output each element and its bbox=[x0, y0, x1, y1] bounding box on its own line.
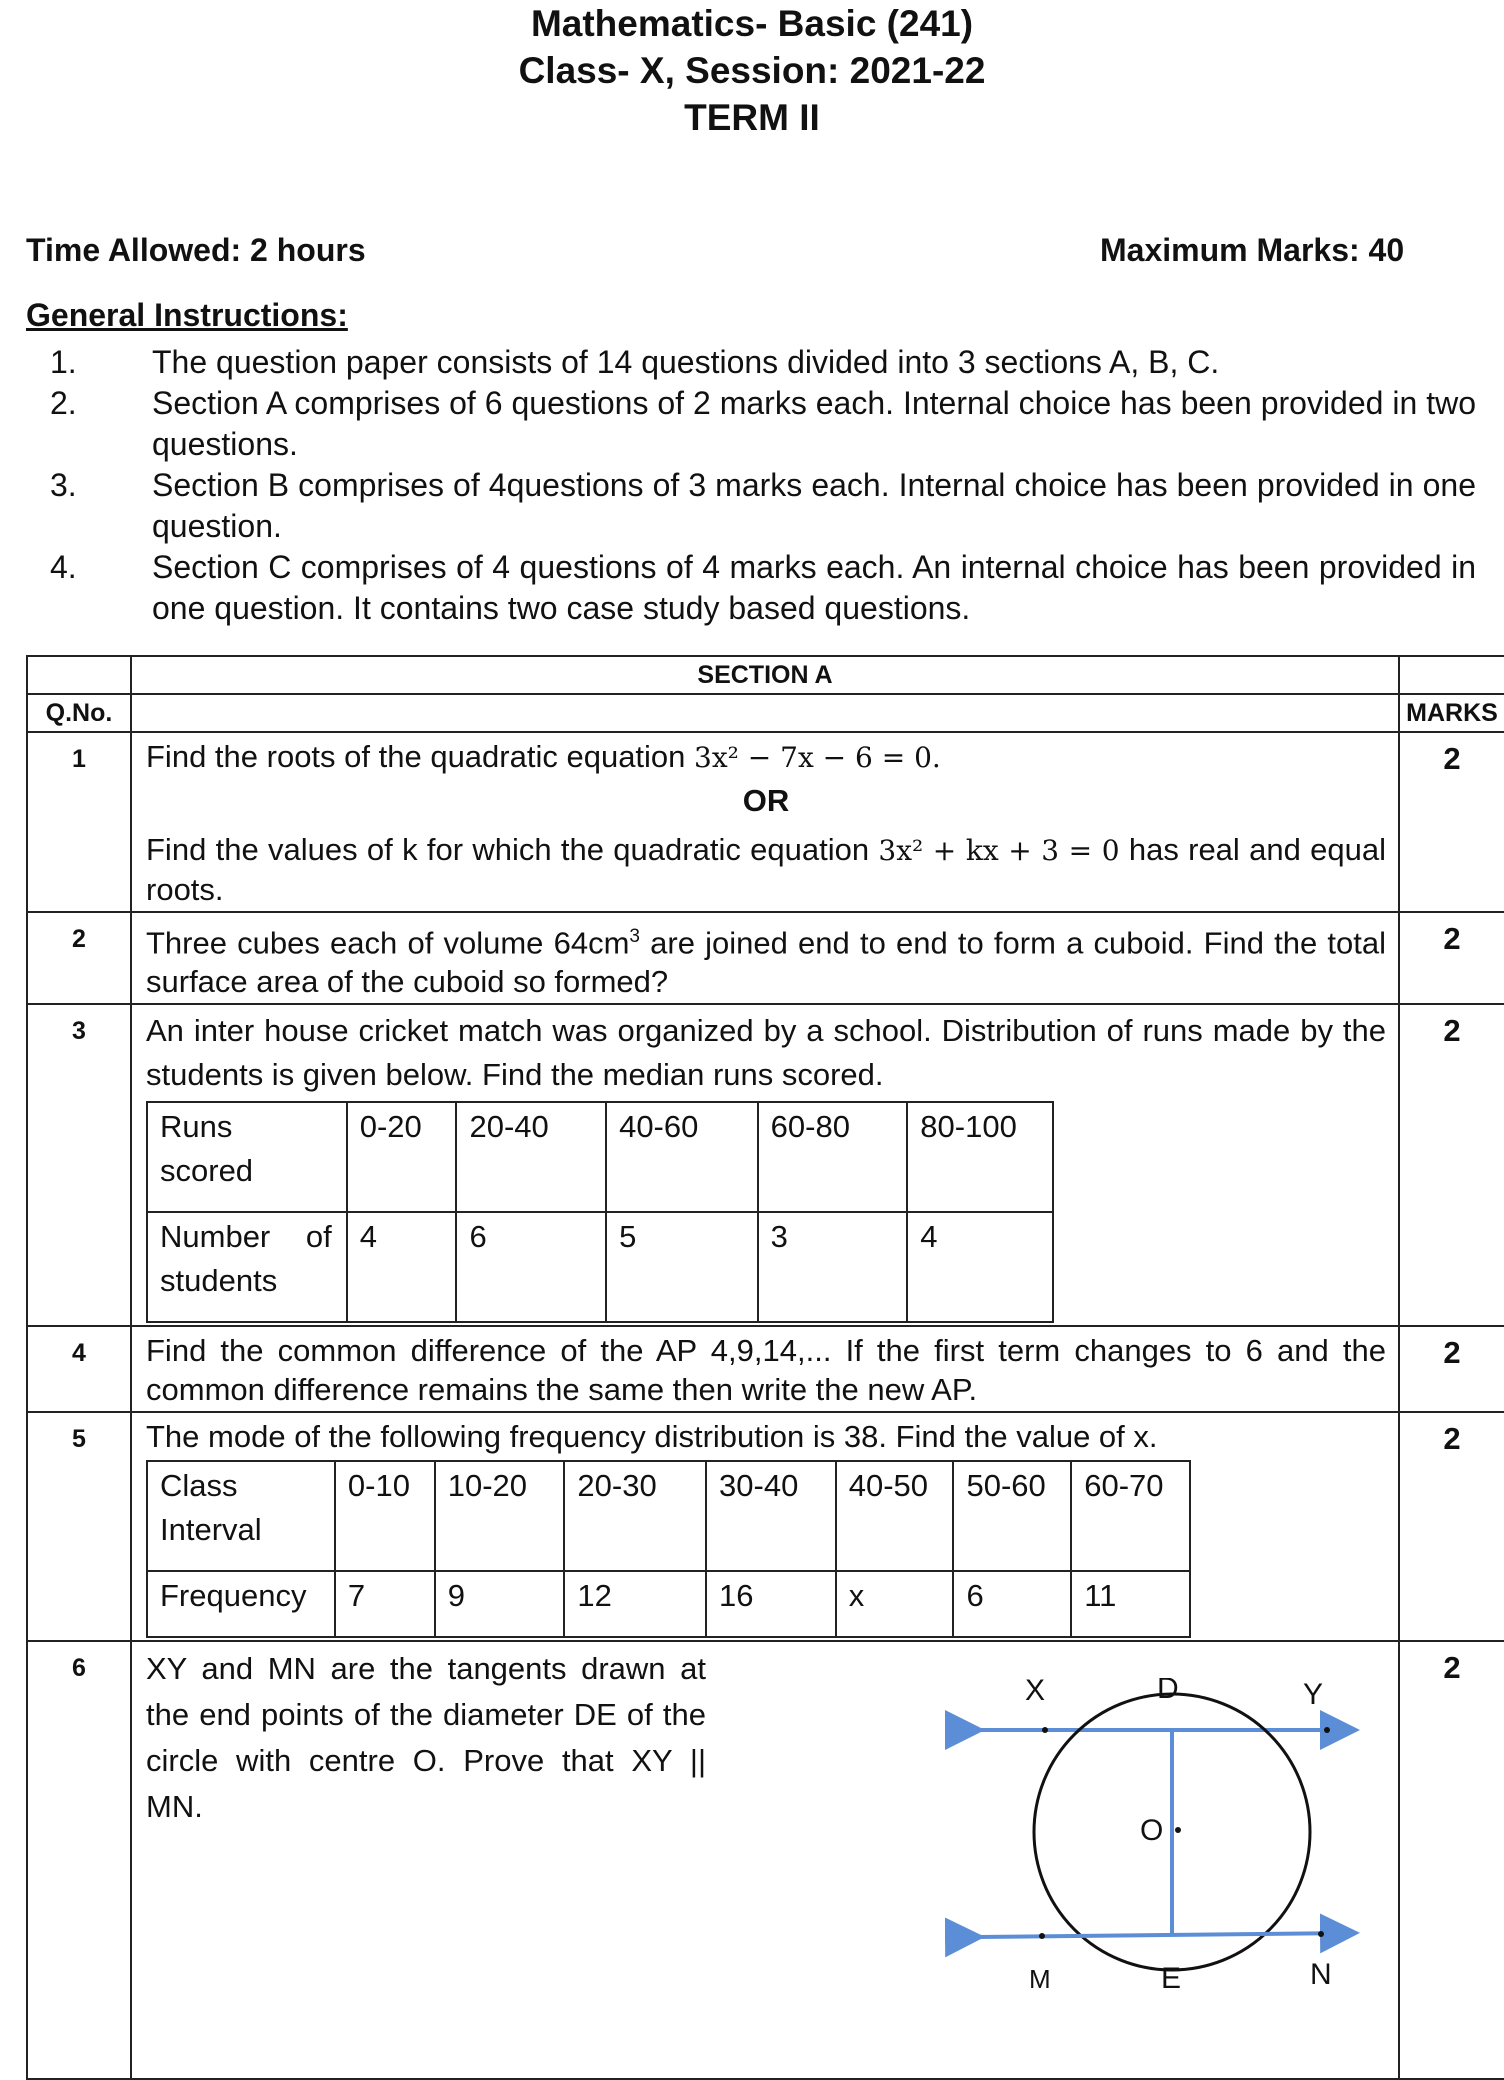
table-cell: 6 bbox=[953, 1571, 1071, 1637]
question-number: 6 bbox=[27, 1641, 131, 2079]
row-label: Number of students bbox=[147, 1212, 347, 1322]
question-number: 5 bbox=[27, 1412, 131, 1641]
question-row bbox=[27, 1004, 1504, 1326]
label-o: O bbox=[1140, 1814, 1164, 1848]
instruction-item: 4. Section C comprises of 4 questions of 4 marks each. An internal choice has been provided in one question. It contains two case study based questions. bbox=[50, 549, 1476, 626]
table-cell: 50-60 bbox=[953, 1461, 1071, 1571]
center-o bbox=[1175, 1827, 1181, 1833]
instruction-item: 1. The question paper consists of 14 questions divided into 3 sections A, B, C. bbox=[50, 344, 1220, 380]
question-row bbox=[27, 1412, 1504, 1641]
row-label: Class Interval bbox=[147, 1461, 335, 1571]
table-cell: 40-60 bbox=[606, 1102, 758, 1212]
marks-header: MARKS bbox=[1399, 694, 1504, 732]
question-marks: 2 bbox=[1399, 1412, 1504, 1641]
frequency-table bbox=[146, 1460, 1191, 1638]
section-title: SECTION A bbox=[131, 656, 1399, 694]
table-cell: 10-20 bbox=[435, 1461, 565, 1571]
table-cell: 40-50 bbox=[836, 1461, 954, 1571]
question-marks: 2 bbox=[1399, 1641, 1504, 2079]
table-cell: 0-20 bbox=[347, 1102, 457, 1212]
question-row bbox=[27, 732, 1504, 912]
table-cell: 4 bbox=[347, 1212, 457, 1322]
runs-table bbox=[146, 1101, 1054, 1323]
question-marks: 2 bbox=[1399, 1326, 1504, 1412]
label-e: E bbox=[1161, 1962, 1182, 1996]
question-marks: 2 bbox=[1399, 912, 1504, 1004]
time-allowed: Time Allowed: 2 hours bbox=[26, 232, 366, 268]
row-label: Frequency bbox=[147, 1571, 335, 1637]
table-cell: 9 bbox=[435, 1571, 565, 1637]
point-n bbox=[1318, 1931, 1324, 1937]
question-marks: 2 bbox=[1399, 1004, 1504, 1326]
table-cell: x bbox=[836, 1571, 954, 1637]
table-cell: 7 bbox=[335, 1571, 435, 1637]
question-text: Find the common difference of the AP 4,9,14,... If the first term changes to 6 and the common difference remains the same then write the new AP. bbox=[131, 1326, 1399, 1412]
instruction-item: 2. Section A comprises of 6 questions of 2 marks each. Internal choice has been provided in two questions. bbox=[50, 385, 1476, 462]
maximum-marks: Maximum Marks: 40 bbox=[1100, 232, 1405, 268]
point-x bbox=[1042, 1727, 1048, 1733]
tangent-circle-figure bbox=[837, 1678, 1397, 2058]
point-m bbox=[1039, 1933, 1045, 1939]
table-cell: 20-30 bbox=[564, 1461, 706, 1571]
instruction-item: 3. Section B comprises of 4questions of 3 marks each. Internal choice has been provided in one question. bbox=[50, 467, 1476, 544]
table-cell: 11 bbox=[1071, 1571, 1190, 1637]
question-number: 1 bbox=[27, 732, 131, 912]
equation: 3x² + kx + 3 = 0 bbox=[878, 834, 1120, 867]
general-instructions-title: General Instructions: bbox=[26, 297, 348, 333]
question-row bbox=[27, 1641, 1504, 2079]
instructions-list bbox=[26, 342, 1476, 629]
question-text: XY and MN are the tangents drawn at the end points of the diameter DE of the circle with centre O. Prove that XY || MN. X D Y O M E N bbox=[131, 1641, 1399, 2079]
label-n: N bbox=[1310, 1958, 1332, 1992]
table-cell: 16 bbox=[706, 1571, 836, 1637]
label-x: X bbox=[1025, 1678, 1046, 1708]
table-cell: 12 bbox=[564, 1571, 706, 1637]
question-text: An inter house cricket match was organized by a school. Distribution of runs made by the students is given below. Find the median runs scored. Runs scored 0-20 20-40 40-60 60-80 80-100 Number of students 4 6 5 3 4 bbox=[131, 1004, 1399, 1326]
table-cell: 20-40 bbox=[456, 1102, 606, 1212]
question-text: The mode of the following frequency distribution is 38. Find the value of x. Class Interval 0-10 10-20 20-30 30-40 40-50 50-60 60-70 Frequency 7 9 12 16 x 6 11 bbox=[131, 1412, 1399, 1641]
question-text: Find the roots of the quadratic equation 3x² − 7x − 6 = 0. OR Find the values of k for which the quadratic equation 3x² + kx + 3 = 0 has real and equal roots. bbox=[131, 732, 1399, 912]
question-number: 4 bbox=[27, 1326, 131, 1412]
question-row bbox=[27, 912, 1504, 1004]
or-divider: OR bbox=[742, 783, 790, 818]
table-cell: 3 bbox=[758, 1212, 908, 1322]
section-a-table bbox=[26, 655, 1504, 2080]
tangent-mn bbox=[977, 1933, 1352, 1937]
table-cell: 4 bbox=[907, 1212, 1053, 1322]
table-cell: 60-70 bbox=[1071, 1461, 1190, 1571]
table-cell: 80-100 bbox=[907, 1102, 1053, 1212]
table-cell: 5 bbox=[606, 1212, 758, 1322]
question-number: 3 bbox=[27, 1004, 131, 1326]
question-number: 2 bbox=[27, 912, 131, 1004]
table-cell: 0-10 bbox=[335, 1461, 435, 1571]
table-cell: 6 bbox=[456, 1212, 606, 1322]
subject-title: Mathematics- Basic (241) bbox=[530, 3, 974, 44]
class-session: Class- X, Session: 2021-22 bbox=[518, 50, 986, 91]
table-cell: 60-80 bbox=[758, 1102, 908, 1212]
question-text: Three cubes each of volume $64cm^3$ are joined end to end to form a cuboid. Find the total surface area of the cuboid so formed? bbox=[131, 912, 1399, 1004]
label-m: M bbox=[1029, 1964, 1051, 1995]
label-y: Y bbox=[1303, 1678, 1324, 1712]
label-d: D bbox=[1157, 1678, 1179, 1706]
question-marks: 2 bbox=[1399, 732, 1504, 912]
paper-header bbox=[0, 0, 1504, 141]
row-label: Runs scored bbox=[147, 1102, 347, 1212]
qno-header: Q.No. bbox=[27, 694, 131, 732]
point-y bbox=[1324, 1727, 1330, 1733]
equation: 3x² − 7x − 6 = 0. bbox=[694, 741, 941, 774]
term-title: TERM II bbox=[684, 97, 820, 138]
table-cell: 30-40 bbox=[706, 1461, 836, 1571]
question-row bbox=[27, 1326, 1504, 1412]
